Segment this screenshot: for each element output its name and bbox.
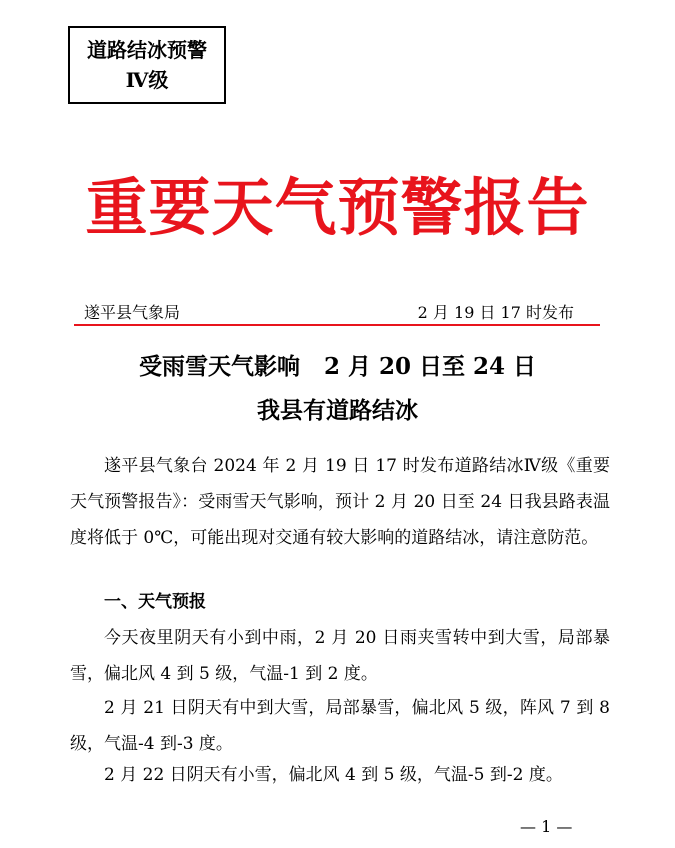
section-heading-text: 一、天气预报 <box>104 592 206 612</box>
forecast-paragraph-tonight <box>70 620 610 692</box>
warning-level-box <box>68 26 226 104</box>
intro-paragraph <box>70 448 610 556</box>
forecast-paragraph-feb21 <box>70 690 610 762</box>
issuer-row <box>80 300 600 326</box>
warning-type-label: 道路结冰预警 <box>87 38 207 62</box>
headline-line-2: 我县有道路结冰 <box>257 397 418 424</box>
headline-line-1: 受雨雪天气影响 2 月 20 日至 24 日 <box>138 353 537 380</box>
issue-time: 2 月 19 日 17 时发布 <box>417 303 574 322</box>
issuing-agency: 遂平县气象局 <box>84 303 181 322</box>
warning-level-label: Ⅳ级 <box>125 68 169 92</box>
report-title: 重要天气预警报告 <box>85 171 590 244</box>
intro-paragraph-text: 遂平县气象台 2024 年 2 月 19 日 17 时发布道路结冰Ⅳ级《重要天气预警报告》：受雨雪天气影响，预计 2 月 20 日至 24 日我县路表温度将低于 0℃，可能出现对交通有较大影响的道路结冰，请注意防范。 <box>70 456 610 548</box>
header-divider <box>74 324 600 326</box>
section-heading-forecast <box>70 584 610 620</box>
forecast-paragraph-text: 2 月 21 日阴天有中到大雪，局部暴雪，偏北风 5 级，阵风 7 到 8 级，气温-4 到-3 度。 <box>70 698 610 754</box>
forecast-paragraph-text: 今天夜里阴天有小到中雨，2 月 20 日雨夹雪转中到大雪，局部暴雪，偏北风 4 到 5 级，气温-1 到 2 度。 <box>70 628 610 684</box>
forecast-paragraph-text: 2 月 22 日阴天有小雪，偏北风 4 到 5 级，气温-5 到-2 度。 <box>104 765 563 785</box>
forecast-paragraph-feb22 <box>70 757 610 793</box>
page-number: — 1 — <box>520 817 573 836</box>
